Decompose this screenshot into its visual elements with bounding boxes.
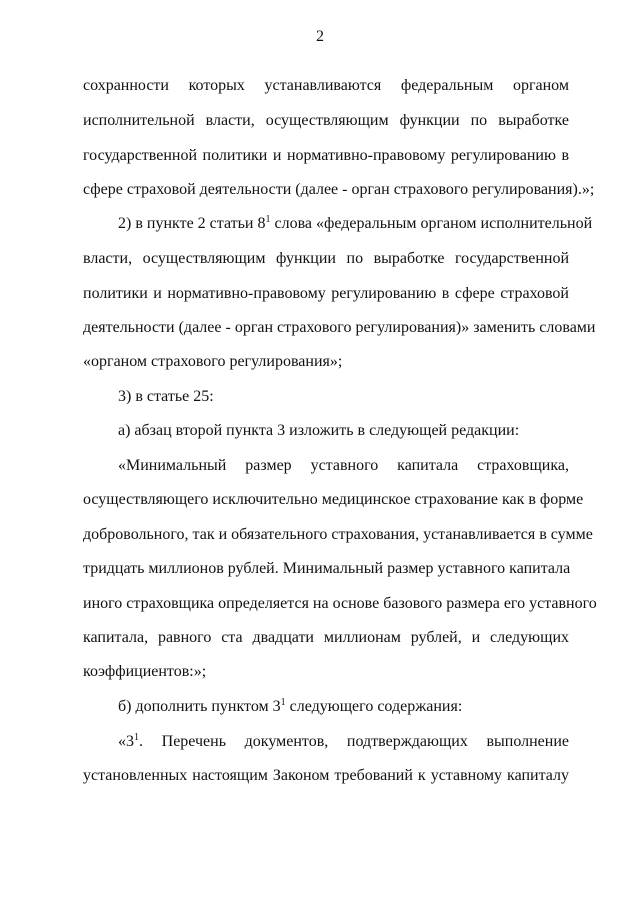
text-line: власти, осуществляющим функции по выработке государственной bbox=[83, 250, 569, 267]
text-line: осуществляющего исключительно медицинское страхование как в форме bbox=[83, 491, 584, 508]
page-number: 2 bbox=[316, 28, 324, 45]
text-run: 2) в пункте 2 статьи 8 bbox=[118, 215, 266, 232]
text-run: слова «федеральным органом исполнительной bbox=[270, 215, 593, 232]
text-line: государственной политики и нормативно-правовому регулированию в bbox=[83, 147, 569, 164]
text-line bbox=[118, 732, 569, 752]
text-line: 3) в статье 25: bbox=[118, 388, 214, 405]
text-line: тридцать миллионов рублей. Минимальный размер уставного капитала bbox=[83, 560, 571, 577]
text-line bbox=[118, 214, 593, 234]
text-line: «органом страхового регулирования»; bbox=[83, 353, 343, 370]
text-line: политики и нормативно-правовому регулированию в сфере страховой bbox=[83, 285, 569, 302]
text-line: иного страховщика определяется на основе базового размера его уставного bbox=[83, 595, 597, 612]
text-run: . Перечень документов, подтверждающих выполнение bbox=[139, 733, 569, 750]
text-line: капитала, равного ста двадцати миллионам рублей, и следующих bbox=[83, 629, 569, 646]
text-line bbox=[118, 697, 569, 717]
text-line: «Минимальный размер уставного капитала страховщика, bbox=[118, 457, 569, 474]
text-line: а) абзац второй пункта 3 изложить в следующей редакции: bbox=[118, 422, 520, 439]
text-line: деятельности (далее - орган страхового регулирования)» заменить словами bbox=[83, 319, 596, 336]
text-line: исполнительной власти, осуществляющим функции по выработке bbox=[83, 112, 569, 129]
superscript: 1 bbox=[280, 697, 286, 708]
superscript: 1 bbox=[265, 214, 271, 225]
text-line: коэффициентов:»; bbox=[83, 663, 207, 680]
text-run: б) дополнить пунктом 3 bbox=[118, 698, 281, 715]
superscript: 1 bbox=[134, 732, 139, 743]
text-line: сохранности которых устанавливаются федеральным органом bbox=[83, 77, 569, 94]
text-line: установленных настоящим Законом требований к уставному капиталу bbox=[83, 767, 569, 784]
text-run: следующего содержания: bbox=[285, 698, 463, 715]
text-line: добровольного, так и обязательного страхования, устанавливается в сумме bbox=[83, 526, 593, 543]
text-run: «3 bbox=[118, 733, 134, 750]
text-line: сфере страховой деятельности (далее - орган страхового регулирования).»; bbox=[83, 181, 595, 198]
